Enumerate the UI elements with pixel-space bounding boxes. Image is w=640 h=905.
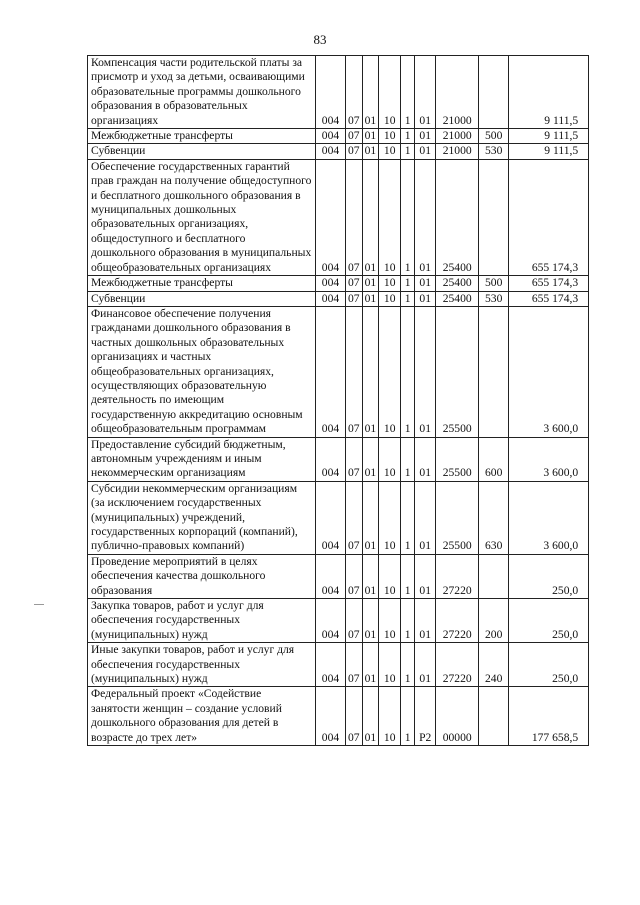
table-row xyxy=(88,481,589,554)
row-name: Федеральный проект «Содействие занятости женщин – создание условий дошкольного образования для детей в возрасте до трех лет» xyxy=(88,687,316,746)
table-row xyxy=(88,129,589,144)
direction-code: 00000 xyxy=(436,687,479,746)
program-code: 10 xyxy=(379,159,401,275)
section-code: 07 xyxy=(346,56,363,129)
expense-type-code: 530 xyxy=(479,144,509,159)
expense-type-code xyxy=(479,687,509,746)
direction-code: 25500 xyxy=(436,481,479,554)
expense-type-code: 630 xyxy=(479,481,509,554)
amount: 3 600,0 xyxy=(509,306,589,437)
expense-type-code xyxy=(479,56,509,129)
event-code: 01 xyxy=(415,437,436,481)
row-name: Предоставление субсидий бюджетным, автономным учреждениям и иным некоммерческим организациям xyxy=(88,437,316,481)
program-code: 10 xyxy=(379,554,401,598)
expense-type-code: 530 xyxy=(479,291,509,306)
amount: 655 174,3 xyxy=(509,291,589,306)
ministry-code: 004 xyxy=(316,481,346,554)
amount: 177 658,5 xyxy=(509,687,589,746)
subsection-code: 01 xyxy=(362,599,379,643)
subsection-code: 01 xyxy=(362,554,379,598)
subprogram-code: 1 xyxy=(401,159,415,275)
amount: 9 111,5 xyxy=(509,56,589,129)
section-code: 07 xyxy=(346,306,363,437)
ministry-code: 004 xyxy=(316,554,346,598)
amount: 250,0 xyxy=(509,599,589,643)
ministry-code: 004 xyxy=(316,144,346,159)
table-row xyxy=(88,159,589,275)
direction-code: 27220 xyxy=(436,643,479,687)
page-number: 83 xyxy=(313,32,327,47)
row-name: Финансовое обеспечение получения гражданами дошкольного образования в частных дошкольных образовательных организациях и частных общеобразовательных организациях, осуществляющих образовательную деятельность по имеющим государственную аккредитацию основным общеобразовательным программам xyxy=(88,306,316,437)
subprogram-code: 1 xyxy=(401,687,415,746)
section-code: 07 xyxy=(346,159,363,275)
row-name: Закупка товаров, работ и услуг для обеспечения государственных (муниципальных) нужд xyxy=(88,599,316,643)
margin-mark xyxy=(34,604,44,605)
subsection-code: 01 xyxy=(362,159,379,275)
direction-code: 25400 xyxy=(436,276,479,291)
subprogram-code: 1 xyxy=(401,56,415,129)
program-code: 10 xyxy=(379,599,401,643)
program-code: 10 xyxy=(379,687,401,746)
amount: 250,0 xyxy=(509,554,589,598)
ministry-code: 004 xyxy=(316,276,346,291)
program-code: 10 xyxy=(379,129,401,144)
amount: 3 600,0 xyxy=(509,437,589,481)
expense-type-code: 200 xyxy=(479,599,509,643)
amount: 655 174,3 xyxy=(509,276,589,291)
event-code: P2 xyxy=(415,687,436,746)
direction-code: 21000 xyxy=(436,144,479,159)
ministry-code: 004 xyxy=(316,687,346,746)
event-code: 01 xyxy=(415,554,436,598)
subsection-code: 01 xyxy=(362,56,379,129)
event-code: 01 xyxy=(415,56,436,129)
amount: 9 111,5 xyxy=(509,129,589,144)
event-code: 01 xyxy=(415,291,436,306)
subprogram-code: 1 xyxy=(401,276,415,291)
table-row xyxy=(88,643,589,687)
subsection-code: 01 xyxy=(362,687,379,746)
subprogram-code: 1 xyxy=(401,306,415,437)
subprogram-code: 1 xyxy=(401,599,415,643)
event-code: 01 xyxy=(415,481,436,554)
event-code: 01 xyxy=(415,599,436,643)
expense-type-code: 500 xyxy=(479,276,509,291)
subprogram-code: 1 xyxy=(401,643,415,687)
table-row xyxy=(88,554,589,598)
program-code: 10 xyxy=(379,144,401,159)
ministry-code: 004 xyxy=(316,129,346,144)
table-row xyxy=(88,437,589,481)
subprogram-code: 1 xyxy=(401,144,415,159)
direction-code: 25400 xyxy=(436,291,479,306)
subsection-code: 01 xyxy=(362,643,379,687)
row-name: Межбюджетные трансферты xyxy=(88,276,316,291)
budget-table xyxy=(87,55,589,746)
direction-code: 25500 xyxy=(436,306,479,437)
subprogram-code: 1 xyxy=(401,481,415,554)
section-code: 07 xyxy=(346,437,363,481)
subprogram-code: 1 xyxy=(401,554,415,598)
section-code: 07 xyxy=(346,144,363,159)
ministry-code: 004 xyxy=(316,599,346,643)
amount: 3 600,0 xyxy=(509,481,589,554)
program-code: 10 xyxy=(379,276,401,291)
event-code: 01 xyxy=(415,159,436,275)
table-row xyxy=(88,306,589,437)
row-name: Субвенции xyxy=(88,291,316,306)
expense-type-code: 500 xyxy=(479,129,509,144)
table-body xyxy=(88,56,589,746)
expense-type-code xyxy=(479,159,509,275)
expense-type-code xyxy=(479,554,509,598)
row-name: Иные закупки товаров, работ и услуг для обеспечения государственных (муниципальных) нужд xyxy=(88,643,316,687)
expense-type-code: 600 xyxy=(479,437,509,481)
ministry-code: 004 xyxy=(316,437,346,481)
subsection-code: 01 xyxy=(362,306,379,437)
direction-code: 25400 xyxy=(436,159,479,275)
amount: 655 174,3 xyxy=(509,159,589,275)
direction-code: 25500 xyxy=(436,437,479,481)
subprogram-code: 1 xyxy=(401,291,415,306)
event-code: 01 xyxy=(415,144,436,159)
subsection-code: 01 xyxy=(362,144,379,159)
section-code: 07 xyxy=(346,687,363,746)
amount: 250,0 xyxy=(509,643,589,687)
event-code: 01 xyxy=(415,306,436,437)
section-code: 07 xyxy=(346,291,363,306)
ministry-code: 004 xyxy=(316,643,346,687)
subsection-code: 01 xyxy=(362,129,379,144)
subsection-code: 01 xyxy=(362,437,379,481)
subsection-code: 01 xyxy=(362,291,379,306)
section-code: 07 xyxy=(346,599,363,643)
direction-code: 27220 xyxy=(436,554,479,598)
table-row xyxy=(88,144,589,159)
direction-code: 21000 xyxy=(436,56,479,129)
program-code: 10 xyxy=(379,481,401,554)
event-code: 01 xyxy=(415,643,436,687)
program-code: 10 xyxy=(379,291,401,306)
table-row xyxy=(88,56,589,129)
ministry-code: 004 xyxy=(316,159,346,275)
program-code: 10 xyxy=(379,437,401,481)
row-name: Субвенции xyxy=(88,144,316,159)
row-name: Субсидии некоммерческим организациям (за исключением государственных (муниципальных) учреждений, государственных корпораций (компаний), публично-правовых компаний) xyxy=(88,481,316,554)
ministry-code: 004 xyxy=(316,291,346,306)
row-name: Межбюджетные трансферты xyxy=(88,129,316,144)
row-name: Проведение мероприятий в целях обеспечения качества дошкольного образования xyxy=(88,554,316,598)
event-code: 01 xyxy=(415,129,436,144)
expense-type-code xyxy=(479,306,509,437)
subprogram-code: 1 xyxy=(401,437,415,481)
program-code: 10 xyxy=(379,56,401,129)
section-code: 07 xyxy=(346,554,363,598)
section-code: 07 xyxy=(346,643,363,687)
row-name: Обеспечение государственных гарантий прав граждан на получение общедоступного и бесплатного дошкольного образования в муниципальных дошкольных образовательных организациях, общедоступного и бесплатного дошкольного образования в муниципальных общеобразовательных организациях xyxy=(88,159,316,275)
direction-code: 27220 xyxy=(436,599,479,643)
ministry-code: 004 xyxy=(316,306,346,437)
ministry-code: 004 xyxy=(316,56,346,129)
expense-type-code: 240 xyxy=(479,643,509,687)
subprogram-code: 1 xyxy=(401,129,415,144)
program-code: 10 xyxy=(379,643,401,687)
section-code: 07 xyxy=(346,129,363,144)
amount: 9 111,5 xyxy=(509,144,589,159)
table-row xyxy=(88,687,589,746)
table-row xyxy=(88,599,589,643)
section-code: 07 xyxy=(346,481,363,554)
direction-code: 21000 xyxy=(436,129,479,144)
program-code: 10 xyxy=(379,306,401,437)
event-code: 01 xyxy=(415,276,436,291)
subsection-code: 01 xyxy=(362,276,379,291)
row-name: Компенсация части родительской платы за присмотр и уход за детьми, осваивающими образовательные программы дошкольного образования в образовательных организациях xyxy=(88,56,316,129)
subsection-code: 01 xyxy=(362,481,379,554)
table-row xyxy=(88,276,589,291)
table-row xyxy=(88,291,589,306)
section-code: 07 xyxy=(346,276,363,291)
